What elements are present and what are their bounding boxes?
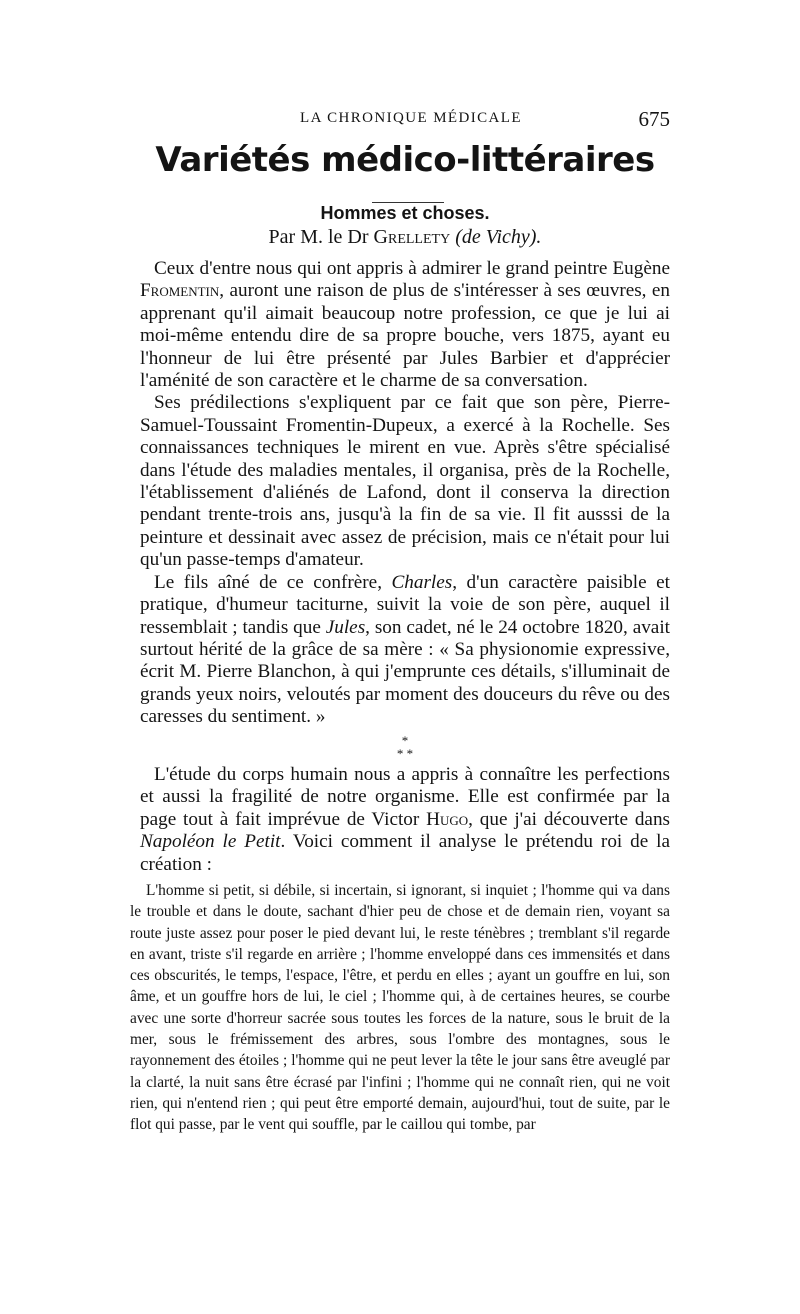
name-hugo: Hugo (426, 808, 469, 830)
quotation-text: L'homme si petit, si débile, si incertain, si ignorant, si inquiet ; l'homme qui va dans le trouble et dans le doute, sachant d'hier peu de chose et de demain rien, voyant sa route juste assez pour poser le pied devant lui, le reste ténèbres ; tremblant s'il regarde en avant, triste s'il regarde en arrière ; l'homme enveloppé dans ces immensités et dans ces obscurités, le temps, l'espace, l'être, et perdu en elles ; ayant un gouffre en lui, son âme, et un gouffre hors de lui, le ciel ; l'homme qui, à de certaines heures, se courbe avec une sorte d'horreur sacrée sous toutes les forces de la nature, sous le bruit de la mer, sous le frémissement des arbres, sous l'ombre des montagnes, sous le rayonnement des étoiles ; l'homme qui ne peut lever la tête le jour sans être aveuglé par la clarté, la nuit sans être écrasé par l'infini ; l'homme qui ne connaît rien, qui ne voit rien, qui n'entend rien ; qui peut être emporté demain, aujourd'hui, tout de suite, par le flot qui passe, par le vent qui souffle, par le caillou qui tombe, par (130, 882, 670, 1134)
paragraph-4-part-b: , que j'ai découverte dans (468, 808, 671, 830)
asterism (140, 734, 670, 760)
article-subtitle: Hommes et choses. (320, 203, 490, 223)
paragraph-3-part-a: Le fils aîné de ce confrère, (154, 571, 392, 593)
article-body-2 (140, 764, 670, 876)
page-number: 675 (638, 107, 670, 131)
quotation-block (130, 880, 670, 1136)
paragraph-2: Ses prédilections s'expliquent par ce fait que son père, Pierre-Samuel-Toussaint Fromentin-Dupeux, a exercé à la Rochelle. Ses connaissances techniques le mirent en vue. Après s'être spécialisé dans l'étude des maladies mentales, il organisa, près de la Rochelle, l'établissement d'aliénés de Lafond, dont il conserva la direction pendant trente-trois ans, jusqu'à la fin de sa vie. Il fit ausssi de la peinture et dessinait avec assez de précision, mais ce n'était pour lui qu'un passe-temps d'amateur. (140, 392, 670, 571)
paragraph-1-part-b: , auront une raison de plus de s'intéresser à ses œuvres, en apprenant qu'il aimait beaucoup notre profession, ce que je lui ai moi-même entendu dire de sa propre bouche, vers 1875, ayant eu l'honneur de lui être présenté par Jules Barbier et d'apprécier l'aménité de son caractère et le charme de sa conversation. (140, 280, 670, 392)
byline-prefix: Par M. le Dr (268, 226, 374, 248)
asterism-top: * (401, 733, 409, 748)
paragraph-1 (140, 258, 670, 392)
book-title: Napoléon le Petit (140, 831, 281, 853)
paragraph-4 (140, 764, 670, 876)
running-title: LA CHRONIQUE MÉDICALE (300, 110, 522, 126)
paragraph-3-part-c: , son cadet, né le 24 octobre 1820, avait surtout hérité de la grâce de sa mère : « Sa physionomie expressive, écrit M. Pierre Blanchon, à qui j'emprunte ces détails, s'illuminait de grands yeux noirs, veloutés par moment des douceurs du rêve ou des caresses du sentiment. » (140, 616, 670, 728)
running-head (140, 107, 670, 134)
asterism-bottom: * * (396, 746, 414, 761)
byline (140, 226, 670, 249)
paragraph-1-part-a: Ceux d'entre nous qui ont appris à admirer le grand peintre Eugène (154, 258, 670, 279)
byline-place: (de Vichy). (455, 226, 542, 248)
name-jules: Jules (325, 616, 366, 638)
name-fromentin: Fromentin (140, 280, 220, 302)
article-body (140, 258, 670, 729)
paragraph-4-part-a: L'étude du corps humain nous a appris à connaître les perfections et aussi la fragilité de notre organisme. Elle est confirmée par la page tout à fait imprévue de Victor (140, 764, 670, 830)
paragraph-3 (140, 572, 670, 729)
paragraph-4-part-c: . Voici comment il analyse le prétendu roi de la création : (140, 831, 670, 875)
name-charles: Charles (391, 571, 453, 593)
byline-author: Grellety (373, 226, 451, 248)
paragraph-3-part-b: , d'un caractère paisible et pratique, d'humeur taciturne, suivit la voie de son père, auquel il ressemblait ; tandis que (140, 571, 670, 638)
section-title: Variétés médico-littéraires (155, 140, 655, 180)
